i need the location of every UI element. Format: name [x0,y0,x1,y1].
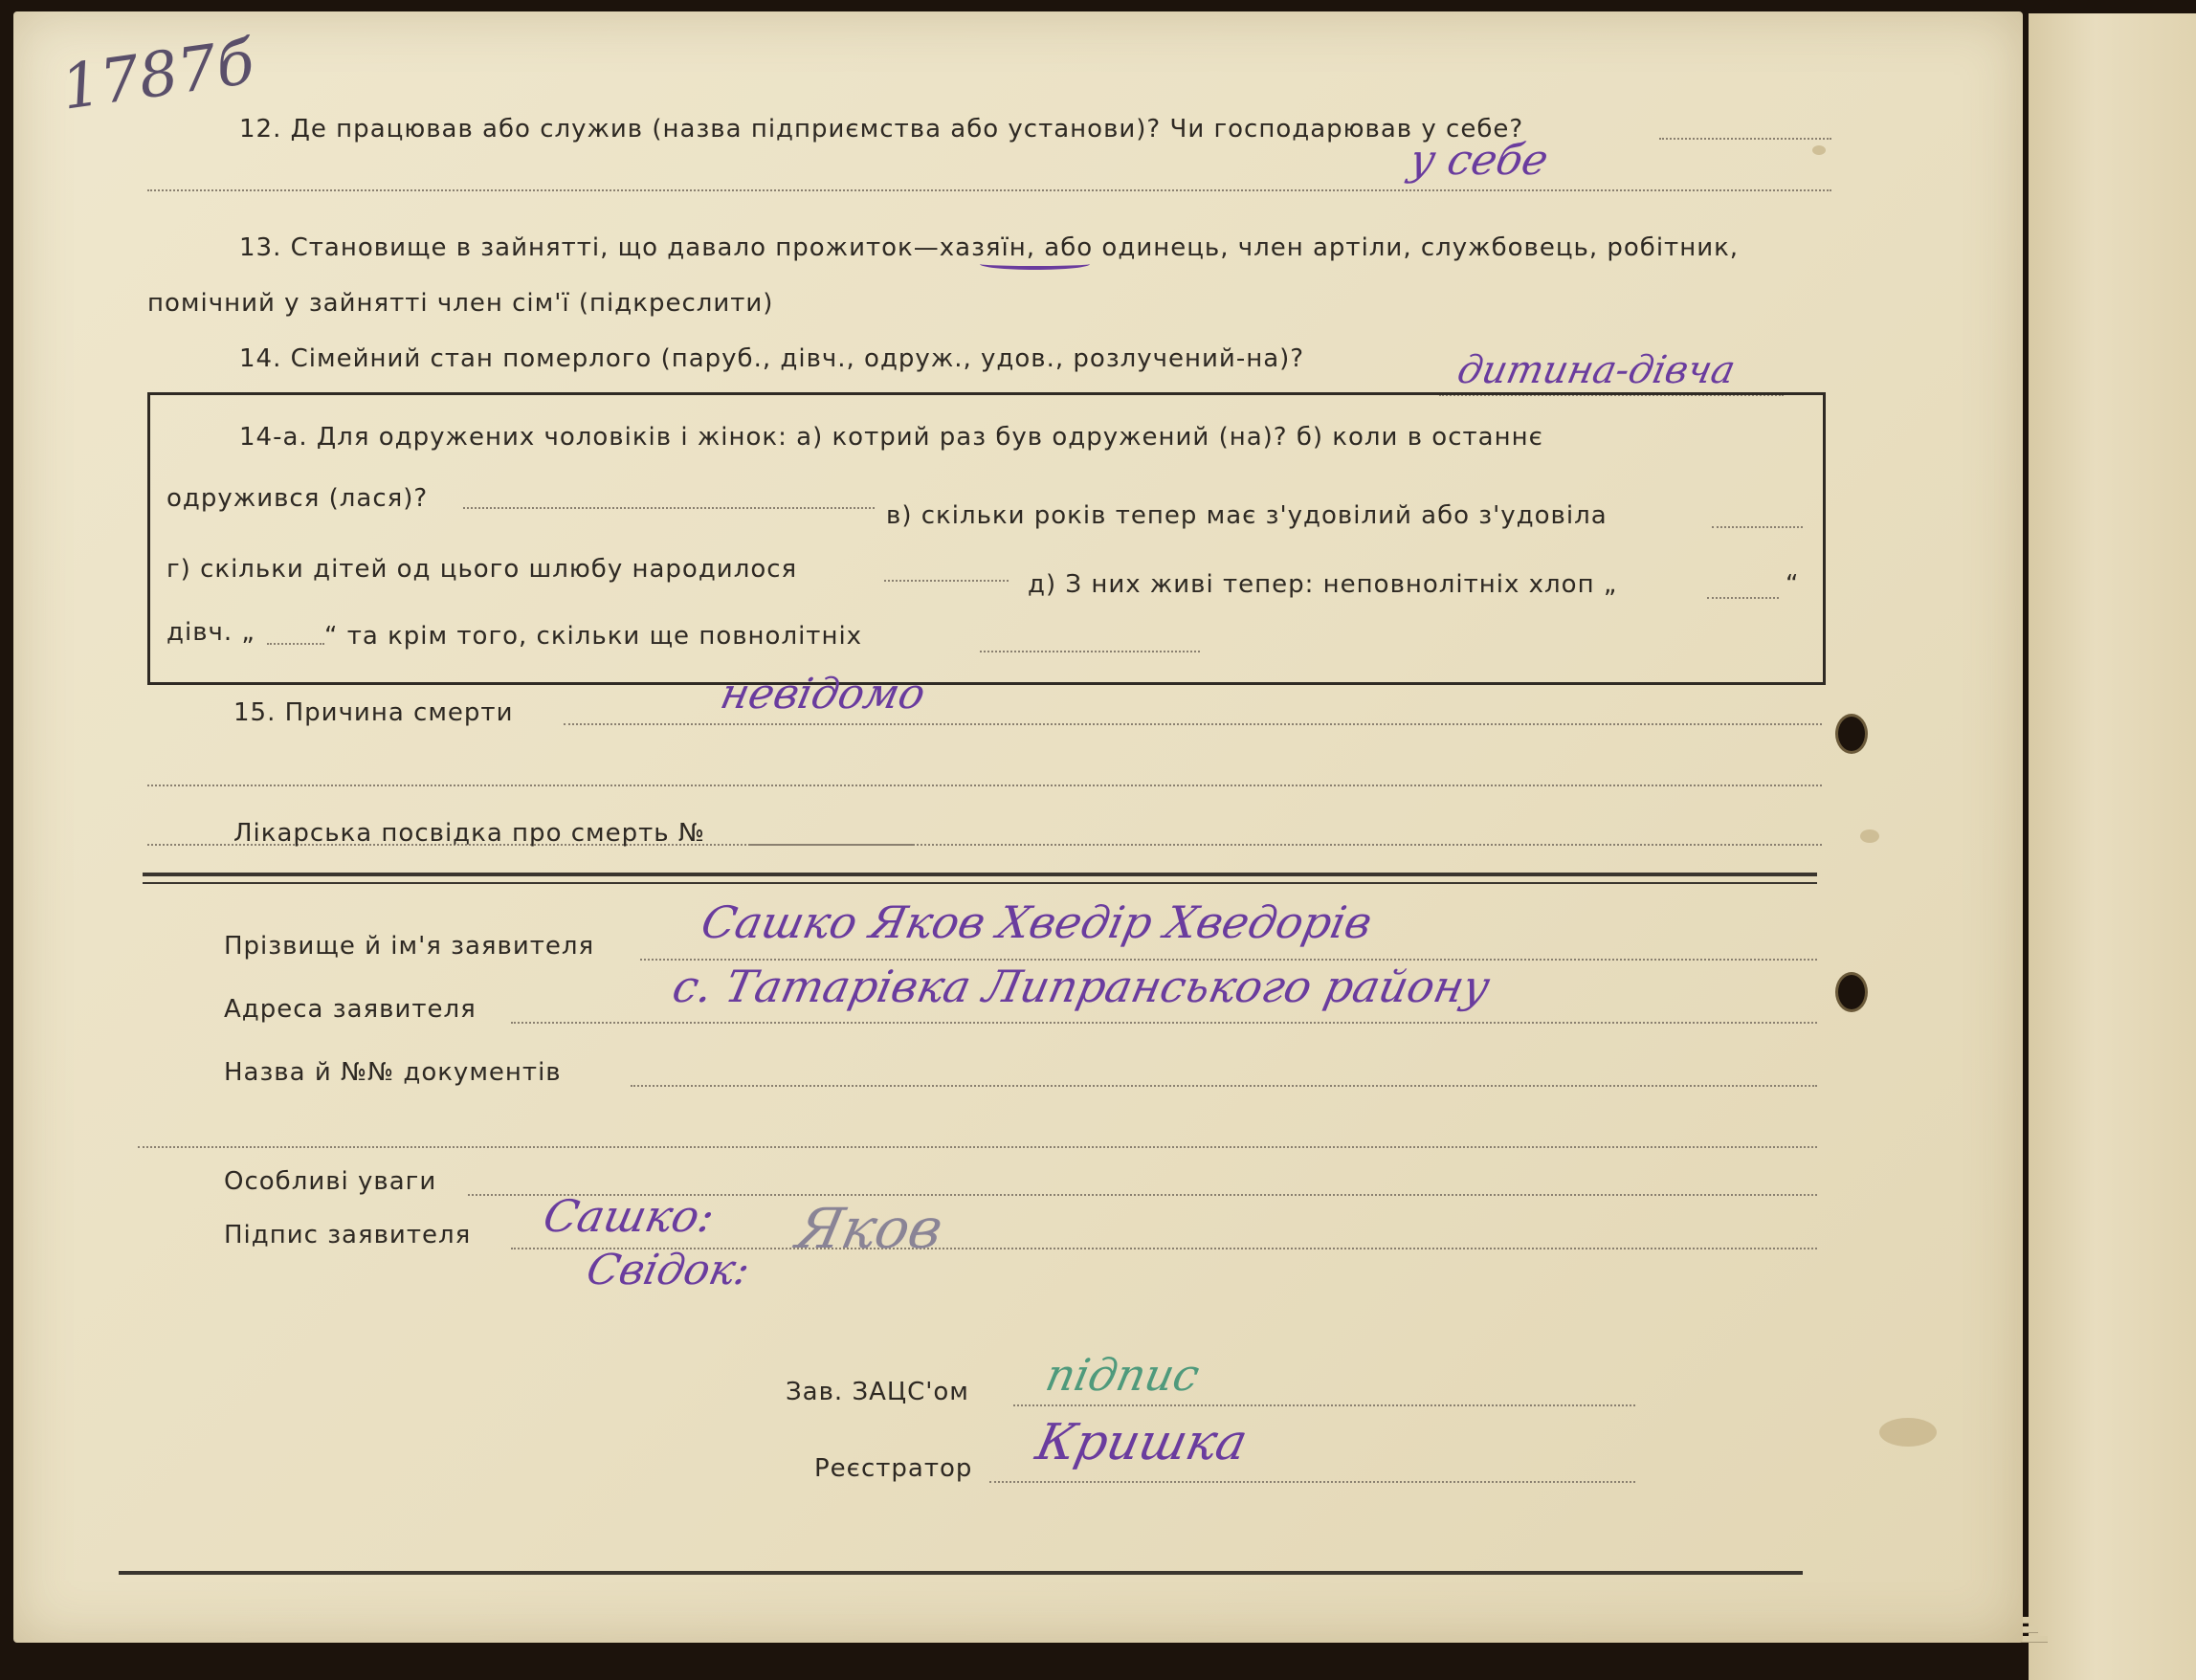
record-page [13,11,2023,1643]
binding-hole [1835,972,1868,1012]
adjacent-page-edge [2029,13,2196,1680]
q15-answer-line [564,723,1822,725]
signature-value-2: Свідок: [582,1246,755,1294]
applicant-name-value: Сашко Яков Хведір Хведорів [697,896,1377,948]
q14a-fill-line [1712,526,1803,528]
q13-line2: помічний у зайнятті член сім'ї (підкреслити) [147,289,774,318]
q14a-fill-line [463,507,875,509]
q14a-fill-line [980,651,1200,652]
q14a-line4b: “ та крім того, скільки ще повнолітніх [324,622,863,651]
corner-number: 1787б [56,27,259,124]
q14a-fill-line [1707,597,1779,599]
signature-value-1: Сашко: [539,1190,720,1242]
q14a-line3b: д) З них живі тепер: неповнолітніх хлоп „ [1028,570,1618,599]
q14-label: 14. Сімейний стан померлого (паруб., дівч., одруж., удов., розлучений-на)? [239,344,1305,373]
applicant-address-value: с. Татарівка Липранського району [668,961,1495,1012]
section-divider [143,873,1817,876]
registrar-label: Реєстратор [814,1454,973,1483]
paper-stain [1860,829,1879,843]
documents-label: Назва й №№ документів [224,1058,562,1087]
q15-second-line [147,785,1822,786]
q14a-line4a: дівч. „ [166,618,255,647]
medical-certificate-label: Лікарська посвідка про смерть № [233,819,705,848]
paper-stain [1879,1418,1937,1447]
q14a-line3a: г) скільки дітей од цього шлюбу народилося [166,555,798,584]
medical-certificate-line [750,844,913,846]
q14a-line3c: “ [1786,570,1800,599]
head-registry-line [1013,1404,1635,1406]
bottom-rule [119,1571,1803,1575]
registrar-line [989,1481,1635,1483]
head-registry-label: Зав. ЗАЦС'ом [786,1378,969,1406]
q12-answer-line [147,189,1831,191]
documents-line [631,1085,1817,1087]
q13-underline-mark [980,258,1090,270]
q12-label: 12. Де працював або служив (назва підприємства або установи)? Чи господарював у себе? [239,115,1524,144]
applicant-address-label: Адреса заявителя [224,995,477,1024]
q14a-fill-line [267,643,324,645]
q15-label: 15. Причина смерти [233,698,514,727]
binding-hole [1835,714,1868,754]
signature-label: Підпис заявителя [224,1221,472,1249]
q14a-line2a: одружився (лася)? [166,484,429,513]
registrar-signature: Кришка [1031,1414,1253,1471]
q14a-line1: 14-а. Для одружених чоловіків і жінок: а) котрий раз був одружений (на)? б) коли в останнє [239,423,1543,452]
q14a-line2b: в) скільки років тепер має з'удовілий або з'удовіла [886,501,1608,530]
q13-line1: 13. Становище в зайнятті, що давало прожиток—хазяїн, або одинець, член артіли, службовець, робітник, [239,233,1740,262]
applicant-name-label: Прізвище й ім'я заявителя [224,932,595,961]
q14a-fill-line [884,580,1009,582]
q12-fill-line [1659,138,1831,140]
q15-answer: невідомо [716,670,930,718]
section-divider [143,882,1817,884]
applicant-address-line [511,1022,1817,1024]
paper-stain [1812,145,1826,155]
q12-answer: у себе [1405,136,1553,185]
signature-mark: Яков [790,1196,949,1261]
head-registry-signature: підпис [1041,1349,1205,1401]
notes-label: Особливі уваги [224,1167,437,1196]
q14-answer: дитина-дівча [1453,348,1740,392]
documents-second-line [138,1146,1817,1148]
